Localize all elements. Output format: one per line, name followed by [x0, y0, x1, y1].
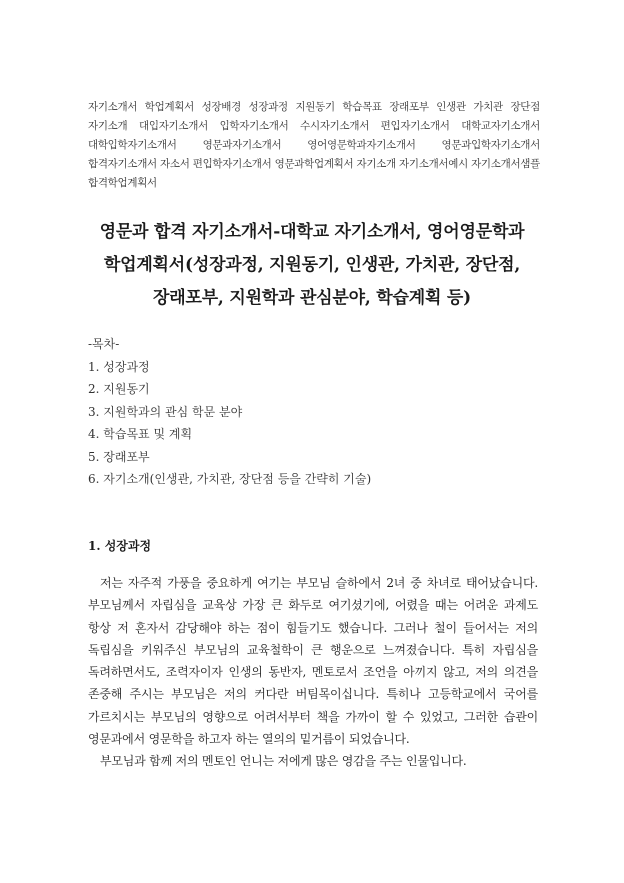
toc-item-motivation: 2. 지원동기: [88, 382, 150, 396]
toc-header: -목차-: [88, 337, 120, 351]
toc-item-future-goals: 5. 장래포부: [88, 449, 150, 464]
document-title: 영문과 합격 자기소개서-대학교 자기소개서, 영어영문학과 학업계획서(성장과정, 지원동기, 인생관, 가치관, 장단점, 장래포부, 지원학과 관심분야, 학습계획 등): [99, 222, 525, 308]
toc-item-study-plan: 4. 학습목표 및 계획: [88, 427, 193, 441]
keywords-block: 자기소개서 학업계획서 성장배경 성장과정 지원동기 학습목표 장래포부 인생관 가치관 장단점 자기소개 대입자기소개서 입학자기소개서 수시자기소개서 편입자기소개서 대학교자기소개서 대학입학자기소개서 영문과자기소개서 영어영문학과자기소개서 영문과입학자기소개서 합격자기소개서 자소서 편입학자기소개서 영문과학업계획서 자기소개 자기소개서예시 자기소개서샘플 합격학업계획서: [88, 101, 540, 189]
toc-item-growth: 1. 성장과정: [88, 359, 150, 374]
body-paragraph: 부모님과 함께 저의 멘토인 언니는 저에게 많은 영감을 주는 인물입니다.: [100, 754, 467, 769]
body-paragraph: 저는 자주적 가풍을 중요하게 여기는 부모님 슬하에서 2녀 중 차녀로 태어났습니다. 부모님께서 자립심을 교육상 가장 큰 화두로 여기셨기에, 어렸을 때는 어려운 과제도 항상 저 혼자서 감당해야 하는 점이 힘들기도 했습니다. 그러나 철이 들어서는 저의 독립심을 키워주신 부모님의 교육철학이 큰 행운으로 느껴졌습니다. 특히 자립심을 독려하면서도, 조력자이자 인생의 동반자, 멘토로서 조언을 아끼지 않고, 저의 의견을 존중해 주시는 부모님은 저의 커다란 버팀목이십니다. 특히나 고등학교에서 국어를 가르치시는 부모님의 영향으로 어려서부터 책을 가까이 할 수 있었고, 그러한 습관이 영문과에서 영문학을 하고자 하는 열의의 밑거름이 되었습니다.: [88, 576, 538, 747]
table-of-contents: [88, 333, 540, 491]
toc-item-interest-field: 3. 지원학과의 관심 학문 분야: [88, 404, 243, 419]
section-body-growth: [88, 572, 538, 773]
toc-item-self-introduction: 6. 자기소개(인생관, 가치관, 장단점 등을 간략히 기술): [88, 472, 372, 486]
section-heading-growth: 1. 성장과정: [88, 539, 152, 553]
